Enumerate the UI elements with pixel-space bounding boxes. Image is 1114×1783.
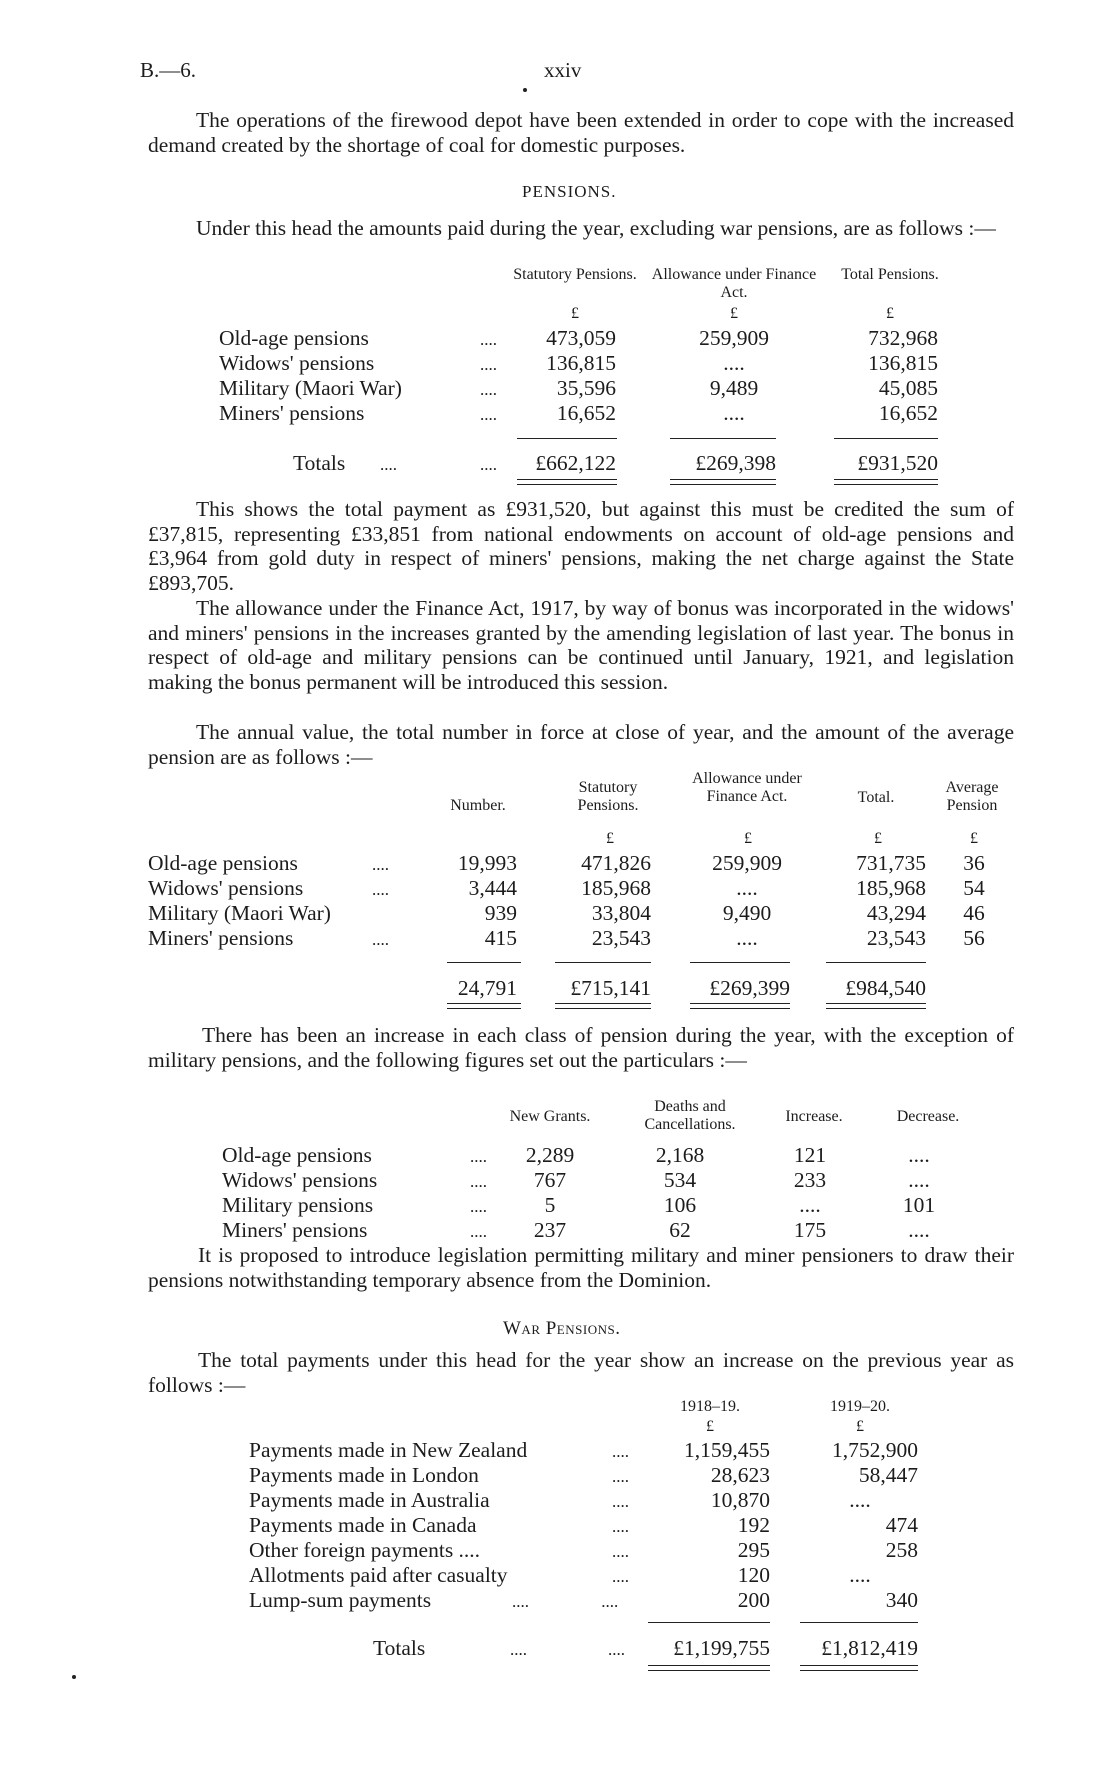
row-label: Widows' pensions [219,351,375,375]
col-total: Total. [857,789,895,806]
leader-dots: .... [608,1640,625,1659]
cell-decrease: .... [908,1218,930,1242]
col-statutory: Statutory Pensions. [577,779,639,814]
cell-allowance: .... [736,876,758,900]
pensions-heading: PENSIONS. [522,182,617,201]
double-rule [555,1003,651,1009]
total-allowance: £269,398 [695,451,776,475]
double-rule [690,1003,790,1009]
leader-dots: .... [470,1147,487,1166]
cell-total: 16,652 [878,401,938,425]
leader-dots: .... [612,1467,629,1486]
cell-1918: 295 [737,1538,770,1562]
currency-symbol: £ [730,305,738,322]
cell-1919: 258 [885,1538,918,1562]
leader-dots: .... [612,1542,629,1561]
row-label: Old-age pensions [222,1143,372,1167]
cell-deaths: 2,168 [655,1143,705,1167]
sum-rule [555,962,651,963]
cell-statutory: 471,826 [581,851,651,875]
cell-statutory: 136,815 [546,351,616,375]
increase-paragraph: There has been an increase in each class of pension during the year, with the exception of military pensions, and the following figures set out the particulars :— [148,1023,1014,1072]
col-number: Number. [450,797,506,814]
col-decrease: Decrease. [896,1108,960,1125]
leader-dots: .... [612,1442,629,1461]
annual-value-paragraph: The annual value, the total number in force at close of year, and the amount of the average pension are as follows :— [148,720,1014,769]
cell-average: 46 [963,901,985,925]
cell-1918: 10,870 [710,1488,770,1512]
col-increase: Increase. [785,1108,843,1125]
cell-allowance: 9,489 [709,376,759,400]
cell-1918: 120 [737,1563,770,1587]
row-label: Old-age pensions [219,326,369,350]
row-label: Payments made in New Zealand [249,1438,528,1462]
col-allowance: Allowance under Finance Act. [651,266,817,301]
leader-dots: .... [470,1172,487,1191]
cell-deaths: 106 [663,1193,697,1217]
war-pensions-heading: War Pensions. [503,1318,621,1339]
leader-dots: .... [510,1640,527,1659]
row-label: Allotments paid after casualty [249,1563,508,1587]
sum-rule [826,962,926,963]
cell-number: 415 [484,926,517,950]
cell-1919: .... [849,1488,871,1512]
cell-average: 54 [963,876,985,900]
cell-decrease: .... [908,1143,930,1167]
double-rule [834,479,938,485]
double-rule [648,1665,770,1671]
cell-1918: 28,623 [710,1463,770,1487]
total-number: 24,791 [457,976,517,1000]
total-statutory: £715,141 [570,976,651,1000]
leader-dots: .... [372,880,389,899]
leader-dots: .... [470,1197,487,1216]
leader-dots: .... .... [512,1592,619,1611]
cell-statutory: 473,059 [546,326,616,350]
cell-total: 45,085 [878,376,938,400]
col-statutory: Statutory Pensions. [513,266,637,283]
cell-1918: 200 [737,1588,770,1612]
currency-symbol: £ [706,1418,714,1435]
col-deaths: Deaths and Cancellations. [644,1098,736,1133]
leader-dots: .... [480,355,497,374]
cell-allowance: .... [736,926,758,950]
cell-statutory: 23,543 [591,926,651,950]
cell-total: 43,294 [866,901,926,925]
leader-dots: .... [480,380,497,399]
cell-number: 939 [484,901,517,925]
leader-dots: .... [380,455,397,474]
cell-statutory: 33,804 [591,901,651,925]
totals-label: Totals [373,1636,426,1660]
leader-dots: .... [372,930,389,949]
total-1918: £1,199,755 [673,1636,770,1660]
col-1918: 1918–19. [680,1398,740,1415]
cell-allowance: 259,909 [699,326,769,350]
cell-1919: 58,447 [858,1463,918,1487]
cell-allowance: 259,909 [712,851,782,875]
row-label: Payments made in Canada [249,1513,477,1537]
finance-act-paragraph: The allowance under the Finance Act, 1917, by way of bonus was incorporated in the widows' and miners' pensions in the increases granted by the amending legislation of last year. The bonus in respect of old-age and military pensions can be continued until January, 1921, and legislation making the bonus permanent will be introduced this session. [148,596,1014,694]
cell-statutory: 185,968 [581,876,651,900]
sum-rule [834,438,938,439]
cell-statutory: 35,596 [556,376,616,400]
war-pensions-intro: The total payments under this head for the year show an increase on the previous year as follows :— [148,1348,1014,1397]
cell-total: 732,968 [868,326,938,350]
row-label: Other foreign payments .... [249,1538,481,1562]
col-1919: 1919–20. [830,1398,890,1415]
print-dot [523,88,527,92]
cell-increase: 175 [793,1218,827,1242]
cell-average: 56 [963,926,985,950]
currency-symbol: £ [970,830,978,847]
cell-total: 23,543 [866,926,926,950]
sum-rule [447,962,521,963]
total-1919: £1,812,419 [821,1636,918,1660]
cell-number: 3,444 [468,876,517,900]
cell-1919: 474 [885,1513,918,1537]
cell-grants: 5 [544,1193,556,1217]
cell-deaths: 62 [669,1218,691,1242]
row-label: Miners' pensions [219,401,365,425]
currency-symbol: £ [886,305,894,322]
cell-1919: 340 [885,1588,918,1612]
leader-dots: .... [480,405,497,424]
cell-total: 731,735 [856,851,926,875]
sum-rule [690,962,790,963]
print-dot [72,1675,76,1679]
intro-paragraph: The operations of the firewood depot have been extended in order to cope with the increased demand created by the shortage of coal for domestic purposes. [148,108,1014,157]
leader-dots: .... [612,1567,629,1586]
cell-allowance: .... [723,401,745,425]
net-charge-paragraph: This shows the total payment as £931,520, but against this must be credited the sum of £37,815, representing £33,851 from national endowments on account of old-age pensions and £3,964 from gold duty in respect of miners' pensions, making the net charge against the State £893,705. [148,497,1014,595]
cell-1918: 192 [737,1513,770,1537]
col-new-grants: New Grants. [509,1108,591,1125]
row-label: Widows' pensions [148,876,304,900]
page-number: xxiv [544,58,582,82]
currency-symbol: £ [571,305,579,322]
currency-symbol: £ [856,1418,864,1435]
pensions-intro: Under this head the amounts paid during the year, excluding war pensions, are as follows :— [196,216,996,240]
total-annual: £984,540 [845,976,926,1000]
leader-dots: .... [480,455,497,474]
cell-decrease: 101 [902,1193,936,1217]
col-allowance: Allowance under Finance Act. [692,770,802,805]
cell-grants: 237 [533,1218,567,1242]
cell-average: 36 [963,851,985,875]
leader-dots: .... [372,855,389,874]
row-label: Military (Maori War) [219,376,402,400]
cell-total: 185,968 [856,876,926,900]
double-rule [670,479,776,485]
cell-1918: 1,159,455 [684,1438,770,1462]
cell-grants: 2,289 [525,1143,575,1167]
cell-deaths: 534 [663,1168,697,1192]
row-label: Payments made in Australia [249,1488,490,1512]
leader-dots: .... [612,1492,629,1511]
leader-dots: .... [480,330,497,349]
col-total: Total Pensions. [841,266,939,283]
double-rule [517,479,617,485]
legislation-paragraph: It is proposed to introduce legislation permitting military and miner pensioners to draw their pensions notwithstanding temporary absence from the Dominion. [148,1243,1014,1292]
leader-dots: .... [470,1222,487,1241]
total-allowance: £269,399 [709,976,790,1000]
total-pensions: £931,520 [857,451,938,475]
currency-symbol: £ [874,830,882,847]
double-rule [447,1003,521,1009]
cell-grants: 767 [533,1168,567,1192]
cell-1919: 1,752,900 [832,1438,918,1462]
cell-decrease: .... [908,1168,930,1192]
cell-increase: 121 [793,1143,827,1167]
row-label: Payments made in London [249,1463,479,1487]
row-label: Miners' pensions [222,1218,368,1242]
total-statutory: £662,122 [535,451,616,475]
col-average: Average Pension [945,779,999,814]
currency-symbol: £ [744,830,752,847]
sum-rule [648,1622,770,1623]
totals-label: Totals [293,451,346,475]
sum-rule [517,438,617,439]
sum-rule [800,1622,918,1623]
double-rule [826,1003,926,1009]
document-code: B.—6. [140,58,197,82]
cell-number: 19,993 [457,851,517,875]
cell-1919: .... [849,1563,871,1587]
cell-allowance: 9,490 [722,901,772,925]
row-label: Widows' pensions [222,1168,378,1192]
cell-statutory: 16,652 [556,401,616,425]
double-rule [800,1665,918,1671]
currency-symbol: £ [606,830,614,847]
cell-total: 136,815 [868,351,938,375]
row-label: Miners' pensions [148,926,294,950]
row-label: Old-age pensions [148,851,298,875]
row-label: Lump-sum payments [249,1588,432,1612]
cell-allowance: .... [723,351,745,375]
row-label: Military pensions [222,1193,374,1217]
leader-dots: .... [612,1517,629,1536]
row-label: Military (Maori War) [148,901,331,925]
cell-increase: .... [799,1193,821,1217]
sum-rule [670,438,776,439]
cell-increase: 233 [793,1168,827,1192]
